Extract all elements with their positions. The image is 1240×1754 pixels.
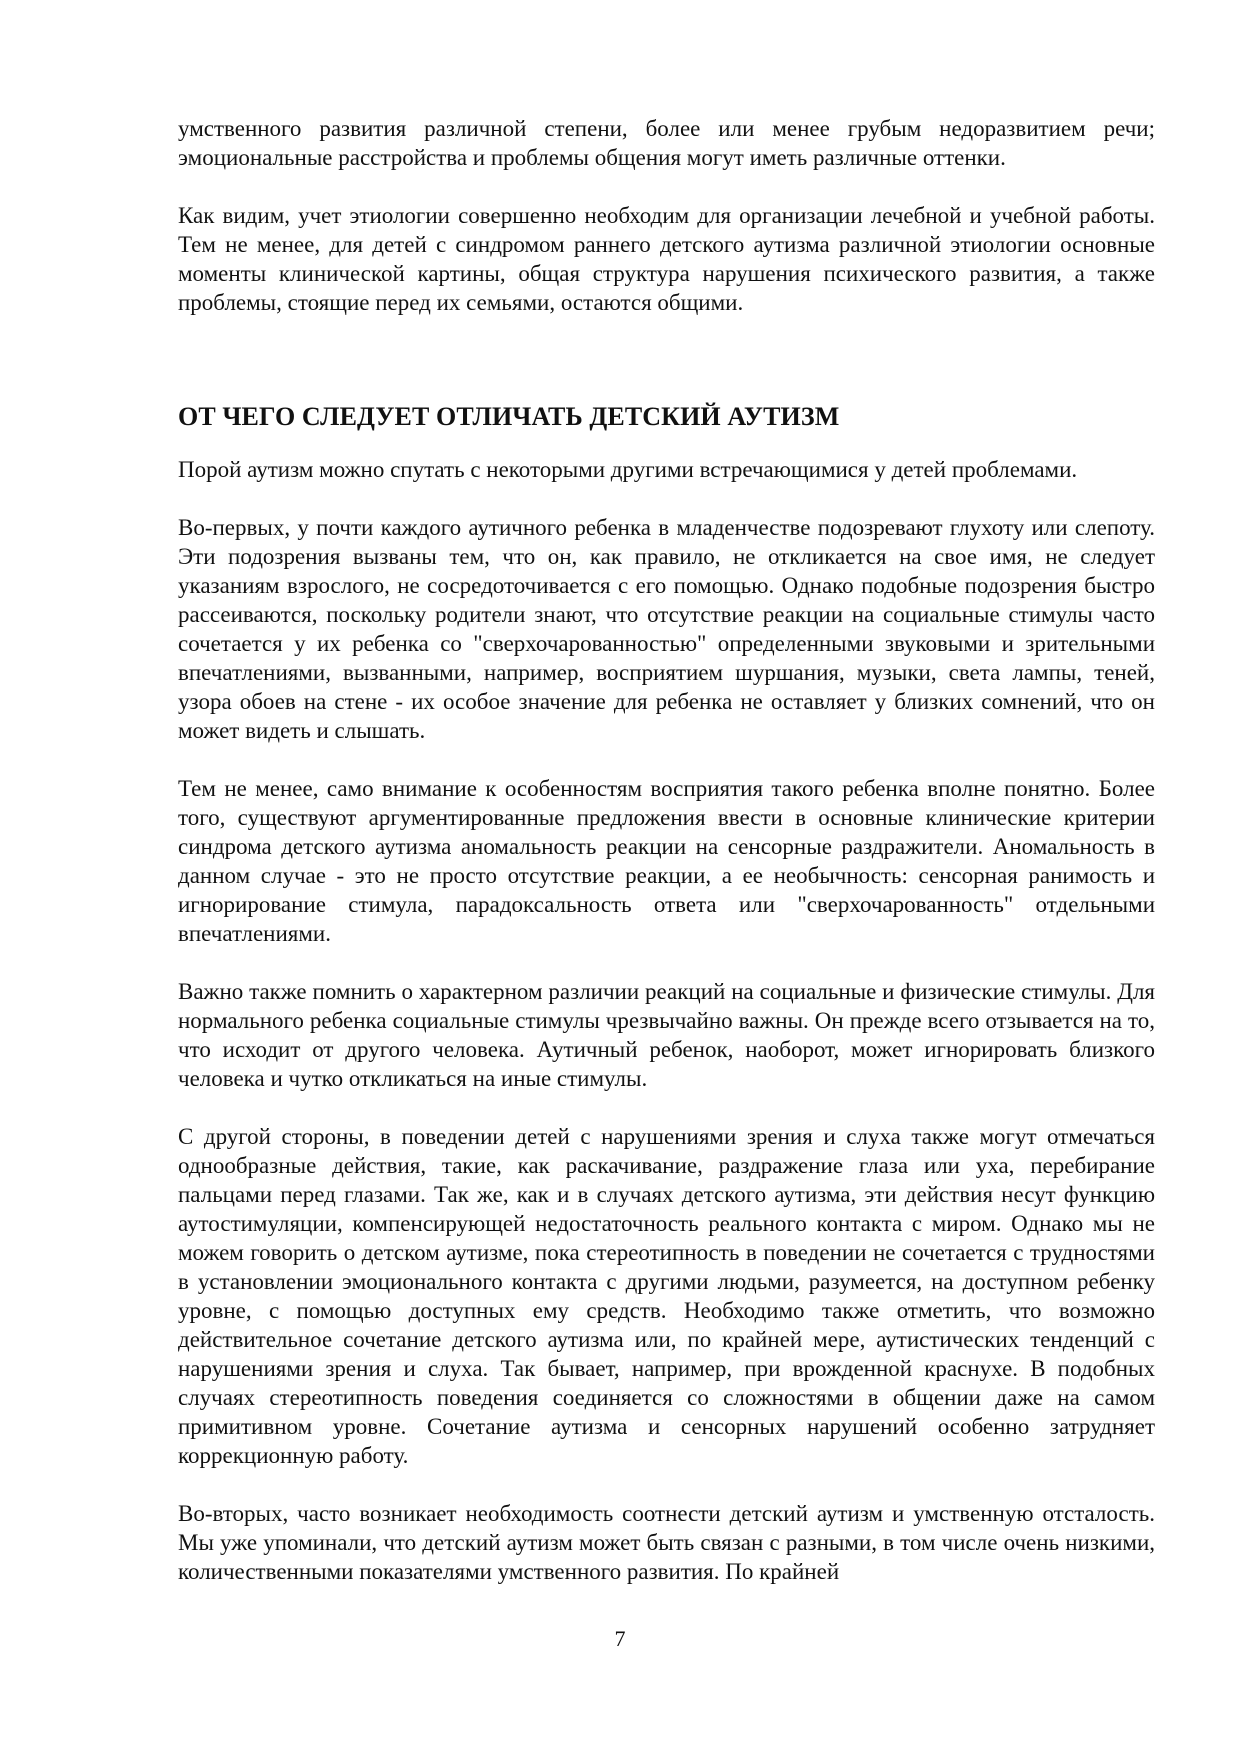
heading-gap (178, 433, 1155, 455)
paragraph-etiology: Как видим, учет этиологии совершенно необходим для организации лечебной и учебной работы. Тем не менее, для детей с синдромом раннего детского аутизма различной этиологии основные моменты клинической картины, общая структура нарушения психического развития, а также проблемы, стоящие перед их семьями, остаются общими. (178, 203, 1155, 315)
paragraph-perception: Тем не менее, само внимание к особенностям восприятия такого ребенка вполне понятно. Более того, существуют аргументированные предложения ввести в основные клинические критерии синдрома детского аутизма аномальность реакции на сенсорные раздражители. Аномальность в данном случае - это не просто отсутствие реакции, а ее необычность: сенсорная ранимость и игнорирование стимула, парадоксальность ответа или "сверхочарованность" отдельными впечатлениями. (178, 776, 1155, 946)
paragraph-intro: Порой аутизм можно спутать с некоторыми другими встречающимися у детей проблемами. (178, 457, 1078, 482)
page-number: 7 (614, 1626, 626, 1651)
paragraph-gap (178, 745, 1155, 774)
paragraph-gap (178, 948, 1155, 977)
paragraph-gap (178, 484, 1155, 513)
section-heading: ОТ ЧЕГО СЛЕДУЕТ ОТЛИЧАТЬ ДЕТСКИЙ АУТИЗМ (178, 402, 840, 431)
document-page (178, 114, 1155, 1586)
section-spacer (178, 317, 1155, 401)
paragraph-gap (178, 1093, 1155, 1122)
paragraph-second: Во-вторых, часто возникает необходимость соотнести детский аутизм и умственную отсталость. Мы уже упоминали, что детский аутизм может быть связан с разными, в том числе очень низкими, количественными показателями умственного развития. По крайней (178, 1501, 1155, 1584)
paragraph-gap (178, 172, 1155, 201)
paragraph-continuation: умственного развития различной степени, более или менее грубым недоразвитием речи; эмоциональные расстройства и проблемы общения могут иметь различные оттенки. (178, 116, 1155, 170)
paragraph-first: Во-первых, у почти каждого аутичного ребенка в младенчестве подозревают глухоту или слепоту. Эти подозрения вызваны тем, что он, как правило, не откликается на свое имя, не следует указаниям взрослого, не сосредоточивается с его помощью. Однако подобные подозрения быстро рассеиваются, поскольку родители знают, что отсутствие реакции на социальные стимулы часто сочетается у их ребенка со "сверхочарованностью" определенными звуковыми и зрительными впечатлениями, вызванными, например, восприятием шуршания, музыки, света лампы, теней, узора обоев на стене - их особое значение для ребенка не оставляет у близких сомнений, что он может видеть и слышать. (178, 515, 1155, 743)
paragraph-stimuli: Важно также помнить о характерном различии реакций на социальные и физические стимулы. Для нормального ребенка социальные стимулы чрезвычайно важны. Он прежде всего отзывается на то, что исходит от другого человека. Аутичный ребенок, наоборот, может игнорировать близкого человека и чутко откликаться на иные стимулы. (178, 979, 1155, 1091)
paragraph-gap (178, 1470, 1155, 1499)
paragraph-other-side: С другой стороны, в поведении детей с нарушениями зрения и слуха также могут отмечаться однообразные действия, такие, как раскачивание, раздражение глаза или уха, перебирание пальцами перед глазами. Так же, как и в случаях детского аутизма, эти действия несут функцию аутостимуляции, компенсирующей недостаточность реального контакта с миром. Однако мы не можем говорить о детском аутизме, пока стереотипность в поведении не сочетается с трудностями в установлении эмоционального контакта с другими людьми, разумеется, на доступном ребенку уровне, с помощью доступных ему средств. Необходимо также отметить, что возможно действительное сочетание детского аутизма или, по крайней мере, аутистических тенденций с нарушениями зрения и слуха. Так бывает, например, при врожденной краснухе. В подобных случаях стереотипность поведения соединяется со сложностями в общении даже на самом примитивном уровне. Сочетание аутизма и сенсорных нарушений особенно затрудняет коррекционную работу. (178, 1124, 1155, 1468)
